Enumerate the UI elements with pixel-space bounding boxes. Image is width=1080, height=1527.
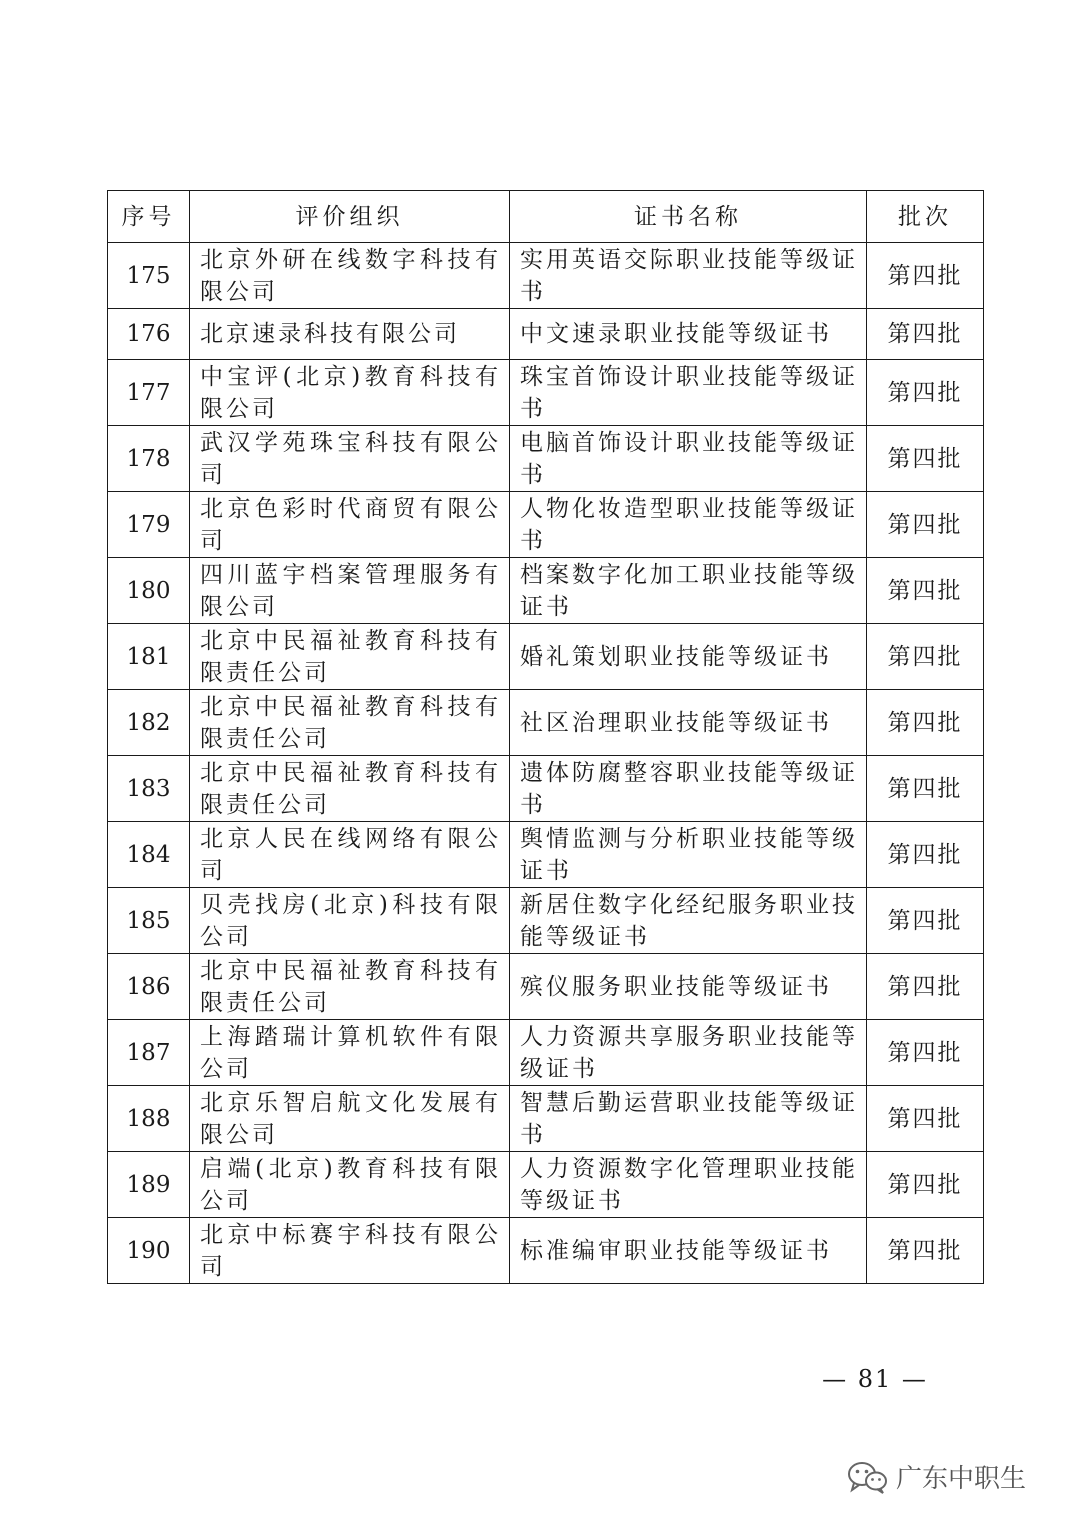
header-evaluation-organization: 评价组织 [190, 191, 510, 243]
row-organization: 中宝评(北京)教育科技有限公司 [190, 360, 510, 426]
row-batch: 第四批 [867, 690, 984, 756]
row-certificate-name: 遗体防腐整容职业技能等级证书 [510, 756, 867, 822]
row-certificate-name: 婚礼策划职业技能等级证书 [510, 624, 867, 690]
row-serial-number: 175 [108, 243, 190, 309]
watermark-text: 广东中职生 [896, 1464, 1027, 1494]
row-batch: 第四批 [867, 1086, 984, 1152]
row-organization: 北京中民福祉教育科技有限责任公司 [190, 756, 510, 822]
row-organization: 贝壳找房(北京)科技有限公司 [190, 888, 510, 954]
row-organization: 启端(北京)教育科技有限公司 [190, 1152, 510, 1218]
row-certificate-name: 电脑首饰设计职业技能等级证书 [510, 426, 867, 492]
table-row [108, 426, 984, 492]
row-batch: 第四批 [867, 309, 984, 360]
row-serial-number: 176 [108, 309, 190, 360]
page-number: — 81 — [822, 1365, 928, 1393]
row-batch: 第四批 [867, 426, 984, 492]
row-batch: 第四批 [867, 624, 984, 690]
row-serial-number: 184 [108, 822, 190, 888]
header-certificate-name: 证书名称 [510, 191, 867, 243]
row-organization: 北京中民福祉教育科技有限责任公司 [190, 954, 510, 1020]
table-row [108, 822, 984, 888]
row-serial-number: 180 [108, 558, 190, 624]
row-certificate-name: 新居住数字化经纪服务职业技能等级证书 [510, 888, 867, 954]
table-row [108, 756, 984, 822]
row-certificate-name: 殡仪服务职业技能等级证书 [510, 954, 867, 1020]
row-batch: 第四批 [867, 822, 984, 888]
row-serial-number: 190 [108, 1218, 190, 1284]
table-row [108, 1020, 984, 1086]
row-organization: 北京中标赛宇科技有限公司 [190, 1218, 510, 1284]
row-serial-number: 188 [108, 1086, 190, 1152]
row-organization: 北京色彩时代商贸有限公司 [190, 492, 510, 558]
row-certificate-name: 珠宝首饰设计职业技能等级证书 [510, 360, 867, 426]
row-certificate-name: 人物化妆造型职业技能等级证书 [510, 492, 867, 558]
row-certificate-name: 人力资源共享服务职业技能等级证书 [510, 1020, 867, 1086]
table-row [108, 1086, 984, 1152]
row-certificate-name: 中文速录职业技能等级证书 [510, 309, 867, 360]
row-certificate-name: 档案数字化加工职业技能等级证书 [510, 558, 867, 624]
row-serial-number: 178 [108, 426, 190, 492]
row-certificate-name: 智慧后勤运营职业技能等级证书 [510, 1086, 867, 1152]
table-body [108, 243, 984, 1284]
table-row [108, 1152, 984, 1218]
row-serial-number: 189 [108, 1152, 190, 1218]
row-serial-number: 183 [108, 756, 190, 822]
table-row [108, 492, 984, 558]
row-certificate-name: 社区治理职业技能等级证书 [510, 690, 867, 756]
row-batch: 第四批 [867, 243, 984, 309]
table-row [108, 309, 984, 360]
table-row [108, 243, 984, 309]
table-header-row [108, 191, 984, 243]
row-organization: 北京乐智启航文化发展有限公司 [190, 1086, 510, 1152]
row-batch: 第四批 [867, 360, 984, 426]
row-organization: 北京外研在线数字科技有限公司 [190, 243, 510, 309]
table-row [108, 624, 984, 690]
row-certificate-name: 人力资源数字化管理职业技能等级证书 [510, 1152, 867, 1218]
row-certificate-name: 舆情监测与分析职业技能等级证书 [510, 822, 867, 888]
table-row [108, 690, 984, 756]
row-organization: 北京中民福祉教育科技有限责任公司 [190, 690, 510, 756]
row-batch: 第四批 [867, 888, 984, 954]
row-serial-number: 177 [108, 360, 190, 426]
row-batch: 第四批 [867, 492, 984, 558]
row-organization: 上海踏瑞计算机软件有限公司 [190, 1020, 510, 1086]
row-serial-number: 179 [108, 492, 190, 558]
table-row [108, 360, 984, 426]
row-batch: 第四批 [867, 1218, 984, 1284]
certificate-table [107, 190, 984, 1284]
row-organization: 北京中民福祉教育科技有限责任公司 [190, 624, 510, 690]
table-row [108, 558, 984, 624]
row-organization: 北京速录科技有限公司 [190, 309, 510, 360]
row-batch: 第四批 [867, 756, 984, 822]
row-certificate-name: 实用英语交际职业技能等级证书 [510, 243, 867, 309]
row-serial-number: 187 [108, 1020, 190, 1086]
row-organization: 武汉学苑珠宝科技有限公司 [190, 426, 510, 492]
row-certificate-name: 标准编审职业技能等级证书 [510, 1218, 867, 1284]
row-batch: 第四批 [867, 954, 984, 1020]
row-batch: 第四批 [867, 1020, 984, 1086]
table-row [108, 1218, 984, 1284]
watermark [846, 1458, 1026, 1495]
wechat-icon [846, 1460, 890, 1494]
table-row [108, 954, 984, 1020]
header-batch: 批次 [867, 191, 984, 243]
row-serial-number: 185 [108, 888, 190, 954]
row-organization: 四川蓝宇档案管理服务有限公司 [190, 558, 510, 624]
row-batch: 第四批 [867, 1152, 984, 1218]
header-serial-number: 序号 [108, 191, 190, 243]
row-serial-number: 186 [108, 954, 190, 1020]
row-serial-number: 182 [108, 690, 190, 756]
row-batch: 第四批 [867, 558, 984, 624]
row-organization: 北京人民在线网络有限公司 [190, 822, 510, 888]
row-serial-number: 181 [108, 624, 190, 690]
table-row [108, 888, 984, 954]
